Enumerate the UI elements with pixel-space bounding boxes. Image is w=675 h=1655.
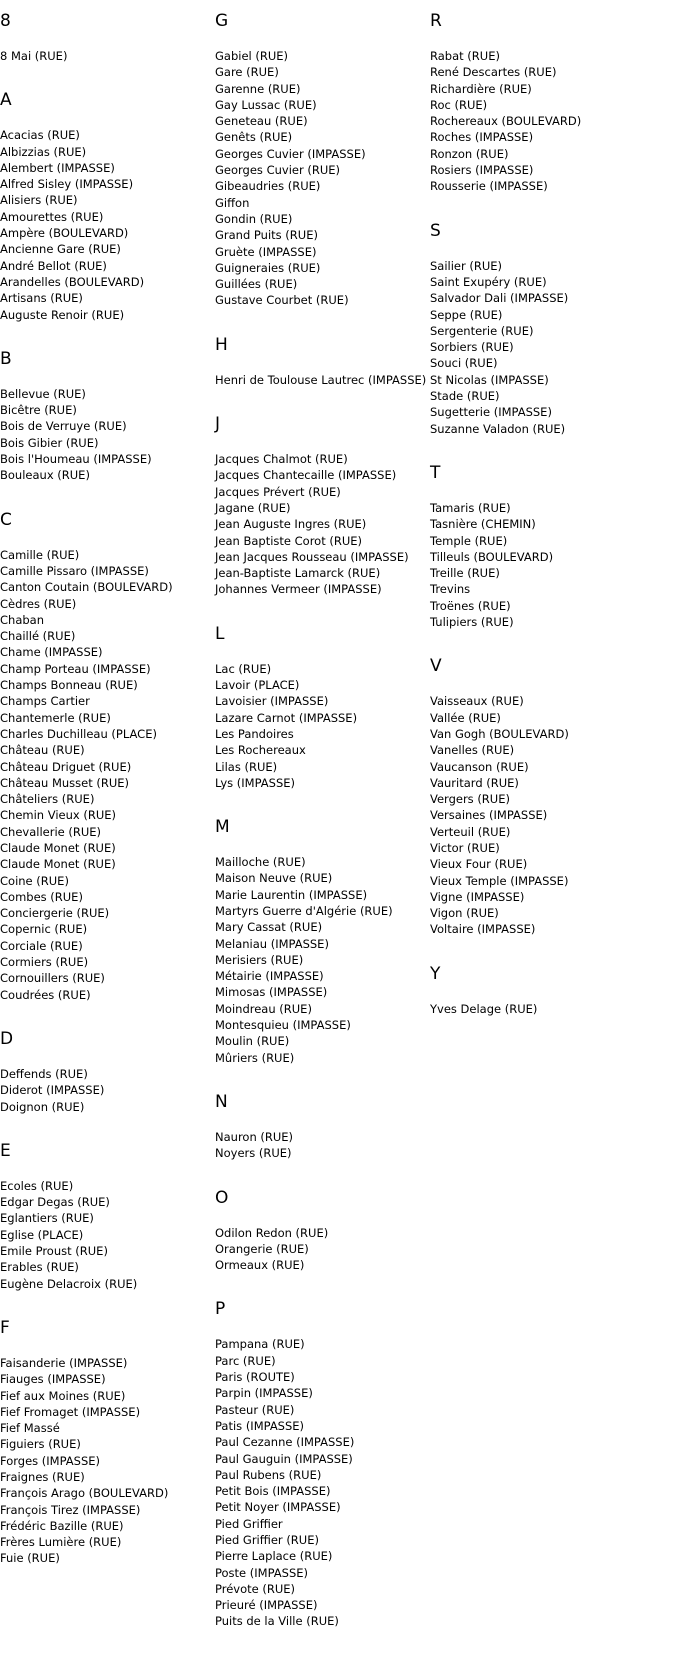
street-item: Eglantiers (RUE) <box>0 1211 94 1226</box>
street-item: Rabat (RUE) <box>430 49 500 63</box>
street-item: Treille (RUE) <box>430 566 500 581</box>
street-item: Vauritard (RUE) <box>430 775 519 790</box>
street-item: Bellevue (RUE) <box>0 386 86 401</box>
street-item: Johannes Vermeer (IMPASSE) <box>215 582 382 597</box>
street-list <box>430 693 670 937</box>
street-item: Maison Neuve (RUE) <box>215 871 333 886</box>
letter-heading: H <box>215 334 228 355</box>
street-item: Yves Delage (RUE) <box>430 1001 538 1016</box>
street-item: Tulipiers (RUE) <box>430 615 514 630</box>
street-item: 8 Mai (RUE) <box>0 49 68 63</box>
street-item: Bouleaux (RUE) <box>0 468 90 483</box>
street-item: Orangerie (RUE) <box>215 1241 309 1256</box>
street-item: Vallée (RUE) <box>430 710 501 725</box>
street-item: Vergers (RUE) <box>430 792 510 807</box>
letter-heading: D <box>0 1028 14 1049</box>
street-item: Georges Cuvier (IMPASSE) <box>215 146 366 161</box>
street-item: Chaban <box>0 612 45 627</box>
street-item: Champ Porteau (IMPASSE) <box>0 661 151 676</box>
street-item: Champs Cartier <box>0 694 90 709</box>
street-item: Edgar Degas (RUE) <box>0 1195 110 1210</box>
letter-heading: V <box>430 656 442 677</box>
street-item: Forges (IMPASSE) <box>0 1453 101 1468</box>
street-item: Vieux Four (RUE) <box>430 857 528 872</box>
street-item: Château Driguet (RUE) <box>0 759 132 774</box>
letter-section <box>430 963 670 1017</box>
street-item: Garenne (RUE) <box>215 81 301 96</box>
street-item: Château (RUE) <box>0 743 85 758</box>
street-list <box>215 451 427 598</box>
street-item: Les Pandoires <box>215 726 294 741</box>
street-item: Salvador Dali (IMPASSE) <box>430 291 569 306</box>
street-list <box>430 258 670 437</box>
street-item: Rochereaux (BOULEVARD) <box>430 114 582 129</box>
letter-section <box>215 413 427 598</box>
street-item: Vaucanson (RUE) <box>430 759 529 774</box>
street-item: Merisiers (RUE) <box>215 952 304 967</box>
street-item: Eglise (PLACE) <box>0 1227 84 1242</box>
street-item: Paul Cezanne (IMPASSE) <box>215 1435 355 1450</box>
street-item: Faisanderie (IMPASSE) <box>0 1355 128 1370</box>
letter-section <box>430 10 670 195</box>
street-item: Mimosas (IMPASSE) <box>215 985 328 1000</box>
street-item: Frères Lumière (RUE) <box>0 1535 122 1550</box>
street-item: Chemin Vieux (RUE) <box>0 808 117 823</box>
street-item: Bois l'Houmeau (IMPASSE) <box>0 452 152 467</box>
street-item: Troënes (RUE) <box>430 598 511 613</box>
street-item: Vigon (RUE) <box>430 906 499 921</box>
street-item: Parpin (IMPASSE) <box>215 1386 313 1401</box>
street-item: Seppe (RUE) <box>430 307 503 322</box>
letter-heading: M <box>215 817 230 838</box>
letter-heading: B <box>0 348 12 369</box>
street-item: Prévote (RUE) <box>215 1581 296 1596</box>
letter-section <box>215 816 427 1066</box>
street-item: Temple (RUE) <box>430 533 508 548</box>
street-item: Chame (IMPASSE) <box>0 645 103 660</box>
letter-section <box>215 10 427 309</box>
letter-heading: G <box>215 11 229 31</box>
street-item: Lac (RUE) <box>215 661 272 676</box>
street-item: Alfred Sisley (IMPASSE) <box>0 177 134 192</box>
street-item: Combes (RUE) <box>0 889 83 904</box>
street-item: Jean-Baptiste Lamarck (RUE) <box>215 566 381 581</box>
street-item: Georges Cuvier (RUE) <box>215 163 340 178</box>
letter-heading: F <box>0 1317 10 1338</box>
street-item: Bois Gibier (RUE) <box>0 435 99 450</box>
street-item: Cornouillers (RUE) <box>0 971 105 986</box>
street-item: Van Gogh (BOULEVARD) <box>430 726 569 741</box>
street-item: Stade (RUE) <box>430 389 500 404</box>
street-item: Cormiers (RUE) <box>0 955 89 970</box>
street-item: Conciergerie (RUE) <box>0 906 110 921</box>
letter-section <box>215 623 427 791</box>
street-item: Geneteau (RUE) <box>215 114 308 129</box>
street-item: Noyers (RUE) <box>215 1146 292 1161</box>
street-item: Fraignes (RUE) <box>0 1470 85 1484</box>
letter-section <box>430 462 670 630</box>
street-item: Paris (ROUTE) <box>215 1370 295 1385</box>
street-item: Canton Coutain (BOULEVARD) <box>0 580 173 595</box>
street-item: Odilon Redon (RUE) <box>215 1225 329 1240</box>
street-item: Ronzon (RUE) <box>430 146 509 161</box>
street-item: François Arago (BOULEVARD) <box>0 1486 169 1501</box>
street-item: Charles Duchilleau (PLACE) <box>0 726 157 741</box>
street-item: Tamaris (RUE) <box>430 500 511 515</box>
street-item: St Nicolas (IMPASSE) <box>430 372 549 387</box>
street-item: André Bellot (RUE) <box>0 258 107 273</box>
column-1 <box>0 0 212 1592</box>
street-item: Fief aux Moines (RUE) <box>0 1388 126 1403</box>
street-item: Petit Bois (IMPASSE) <box>215 1484 331 1499</box>
street-item: Moindreau (RUE) <box>215 1001 312 1016</box>
street-list <box>215 1129 427 1162</box>
street-item: Sugetterie (IMPASSE) <box>430 405 552 420</box>
letter-section <box>0 509 212 1003</box>
street-item: Verteuil (RUE) <box>430 824 511 839</box>
letter-heading: 8 <box>0 11 11 31</box>
letter-section <box>0 89 212 323</box>
street-item: Lavoir (PLACE) <box>215 678 300 693</box>
street-item: Poste (IMPASSE) <box>215 1565 309 1580</box>
street-item: Saint Exupéry (RUE) <box>430 274 547 289</box>
street-item: Fuie (RUE) <box>0 1551 60 1566</box>
street-list <box>430 1001 670 1017</box>
street-item: Albizzias (RUE) <box>0 144 87 159</box>
street-item: Lazare Carnot (IMPASSE) <box>215 710 358 725</box>
street-item: Parc (RUE) <box>215 1353 276 1368</box>
street-item: Jean Auguste Ingres (RUE) <box>215 517 367 532</box>
street-item: Métairie (IMPASSE) <box>215 969 324 984</box>
street-item: Pied Griffier <box>215 1516 283 1531</box>
street-item: Puits de la Ville (RUE) <box>215 1614 339 1629</box>
letter-heading: L <box>215 623 225 644</box>
street-item: Guigneraies (RUE) <box>215 260 321 275</box>
letter-section <box>0 1140 212 1292</box>
street-item: Copernic (RUE) <box>0 922 88 937</box>
street-item: Paul Gauguin (IMPASSE) <box>215 1451 353 1466</box>
letter-section <box>0 348 212 484</box>
street-item: Château Musset (RUE) <box>0 775 130 790</box>
street-list <box>215 372 427 388</box>
letter-section <box>0 10 212 64</box>
street-item: Pasteur (RUE) <box>215 1402 295 1417</box>
letter-heading: J <box>215 414 221 435</box>
street-item: Gare (RUE) <box>215 65 279 80</box>
street-item: René Descartes (RUE) <box>430 65 557 80</box>
street-list <box>0 127 212 323</box>
street-item: Jacques Chalmot (RUE) <box>215 452 348 467</box>
street-list <box>0 547 212 1003</box>
street-item: Lilas (RUE) <box>215 759 278 774</box>
street-item: Trevins <box>430 582 471 597</box>
street-list <box>215 48 427 309</box>
street-item: Chaillé (RUE) <box>0 629 76 644</box>
street-item: Auguste Renoir (RUE) <box>0 307 125 322</box>
street-item: Patis (IMPASSE) <box>215 1418 305 1433</box>
street-item: Fief Fromaget (IMPASSE) <box>0 1404 141 1419</box>
street-item: Jean Jacques Rousseau (IMPASSE) <box>215 549 409 564</box>
street-item: François Tirez (IMPASSE) <box>0 1502 141 1517</box>
street-item: Gibeaudries (RUE) <box>215 179 321 194</box>
letter-heading: A <box>0 90 12 111</box>
street-item: Pierre Laplace (RUE) <box>215 1549 333 1564</box>
street-list <box>215 661 427 791</box>
street-list <box>215 854 427 1066</box>
street-item: Prieuré (IMPASSE) <box>215 1598 318 1613</box>
letter-section <box>215 1091 427 1162</box>
street-list <box>0 386 212 484</box>
street-item: Victor (RUE) <box>430 840 500 855</box>
street-item: Lavoisier (IMPASSE) <box>215 694 329 709</box>
street-item: Pampana (RUE) <box>215 1337 305 1352</box>
street-item: Bicêtre (RUE) <box>0 403 77 418</box>
letter-heading: S <box>430 220 441 241</box>
street-item: Bois de Verruye (RUE) <box>0 419 127 434</box>
street-item: Roc (RUE) <box>430 97 488 112</box>
street-item: Genêts (RUE) <box>215 130 293 145</box>
street-item: Arandelles (BOULEVARD) <box>0 274 145 289</box>
letter-heading: E <box>0 1140 11 1161</box>
street-item: Vieux Temple (IMPASSE) <box>430 873 569 888</box>
street-item: Jacques Chantecaille (IMPASSE) <box>215 468 397 483</box>
street-item: Fiauges (IMPASSE) <box>0 1372 106 1387</box>
street-item: Melaniau (IMPASSE) <box>215 936 329 951</box>
street-item: Chevallerie (RUE) <box>0 824 102 839</box>
street-item: Rosiers (IMPASSE) <box>430 163 534 178</box>
street-item: Jagane (RUE) <box>215 500 291 515</box>
street-item: Claude Monet (RUE) <box>0 857 116 872</box>
letter-section <box>0 1028 212 1115</box>
street-item: Petit Noyer (IMPASSE) <box>215 1500 341 1515</box>
street-item: Camille Pissaro (IMPASSE) <box>0 563 149 578</box>
letter-section <box>430 655 670 937</box>
street-item: Marie Laurentin (IMPASSE) <box>215 887 368 902</box>
street-item: Vigne (IMPASSE) <box>430 889 525 904</box>
street-item: Gondin (RUE) <box>215 211 293 226</box>
letter-heading: Y <box>430 963 441 984</box>
street-item: Grand Puits (RUE) <box>215 228 318 243</box>
street-item: Doignon (RUE) <box>0 1099 85 1114</box>
street-item: Ampère (BOULEVARD) <box>0 226 129 241</box>
street-item: Figuiers (RUE) <box>0 1437 81 1452</box>
street-item: Alisiers (RUE) <box>0 193 78 208</box>
street-item: Coine (RUE) <box>0 873 69 888</box>
street-item: Montesquieu (IMPASSE) <box>215 1018 351 1033</box>
street-list <box>215 1336 427 1629</box>
street-item: Guillées (RUE) <box>215 277 298 292</box>
street-item: Gay Lussac (RUE) <box>215 97 317 112</box>
street-item: Gustave Courbet (RUE) <box>215 293 349 308</box>
letter-section <box>215 1187 427 1274</box>
street-item: Suzanne Valadon (RUE) <box>430 421 566 436</box>
street-item: Frédéric Bazille (RUE) <box>0 1518 124 1533</box>
street-item: Mûriers (RUE) <box>215 1050 295 1065</box>
street-item: Eugène Delacroix (RUE) <box>0 1276 138 1291</box>
street-item: Jean Baptiste Corot (RUE) <box>215 533 363 548</box>
street-list <box>0 1066 212 1115</box>
street-item: Acacias (RUE) <box>0 128 80 143</box>
letter-heading: R <box>430 11 442 31</box>
street-item: Rousserie (IMPASSE) <box>430 179 548 194</box>
street-item: Chantemerle (RUE) <box>0 710 111 725</box>
letter-section <box>215 1298 427 1629</box>
street-item: Erables (RUE) <box>0 1260 79 1275</box>
street-item: Roches (IMPASSE) <box>430 130 534 145</box>
street-item: Les Rochereaux <box>215 743 306 758</box>
street-item: Richardière (RUE) <box>430 81 532 96</box>
street-item: Camille (RUE) <box>0 547 80 562</box>
street-list <box>0 48 212 64</box>
column-3 <box>430 0 670 1042</box>
street-item: Lys (IMPASSE) <box>215 775 296 790</box>
street-list <box>0 1178 212 1292</box>
street-list <box>430 500 670 630</box>
street-item: Deffends (RUE) <box>0 1066 88 1081</box>
street-item: Corciale (RUE) <box>0 938 83 953</box>
street-item: Sergenterie (RUE) <box>430 323 534 338</box>
street-list <box>215 1225 427 1274</box>
letter-section <box>430 220 670 437</box>
street-list <box>430 48 670 195</box>
letter-heading: O <box>215 1187 229 1208</box>
street-item: Mary Cassat (RUE) <box>215 920 323 935</box>
street-item: Gabiel (RUE) <box>215 49 289 63</box>
street-item: Nauron (RUE) <box>215 1129 294 1144</box>
street-item: Jacques Prévert (RUE) <box>215 484 341 499</box>
street-item: Sailier (RUE) <box>430 258 503 273</box>
street-item: Amourettes (RUE) <box>0 209 104 224</box>
street-item: Emile Proust (RUE) <box>0 1244 108 1259</box>
street-item: Henri de Toulouse Lautrec (IMPASSE) <box>215 372 427 387</box>
street-item: Martyrs Guerre d'Algérie (RUE) <box>215 903 393 918</box>
letter-heading: P <box>215 1299 226 1320</box>
street-item: Voltaire (IMPASSE) <box>430 922 536 937</box>
street-item: Cèdres (RUE) <box>0 596 77 611</box>
street-item: Ormeaux (RUE) <box>215 1258 305 1273</box>
street-item: Artisans (RUE) <box>0 291 83 306</box>
letter-heading: T <box>430 462 441 483</box>
street-item: Alembert (IMPASSE) <box>0 160 115 175</box>
street-item: Moulin (RUE) <box>215 1034 290 1049</box>
street-item: Vaisseaux (RUE) <box>430 694 524 709</box>
street-item: Vanelles (RUE) <box>430 743 515 758</box>
letter-heading: C <box>0 509 12 530</box>
letter-section <box>215 334 427 388</box>
street-item: Châteliers (RUE) <box>0 792 95 807</box>
street-item: Gruète (IMPASSE) <box>215 244 317 259</box>
letter-section <box>0 1317 212 1567</box>
street-item: Souci (RUE) <box>430 356 498 371</box>
letter-heading: N <box>215 1091 228 1112</box>
street-item: Champs Bonneau (RUE) <box>0 678 138 693</box>
street-item: Ecoles (RUE) <box>0 1178 74 1193</box>
street-item: Fief Massé <box>0 1421 60 1436</box>
street-item: Giffon <box>215 195 250 210</box>
street-item: Versaines (IMPASSE) <box>430 808 548 823</box>
street-item: Pied Griffier (RUE) <box>215 1533 319 1547</box>
street-item: Coudrées (RUE) <box>0 987 91 1002</box>
street-item: Diderot (IMPASSE) <box>0 1083 105 1098</box>
column-2 <box>215 0 427 1655</box>
street-list <box>0 1355 212 1567</box>
street-item: Tasnière (CHEMIN) <box>430 517 536 532</box>
street-item: Claude Monet (RUE) <box>0 840 116 855</box>
street-item: Mailloche (RUE) <box>215 855 306 870</box>
street-item: Ancienne Gare (RUE) <box>0 242 121 257</box>
street-item: Paul Rubens (RUE) <box>215 1467 322 1482</box>
street-item: Tilleuls (BOULEVARD) <box>430 549 554 564</box>
street-item: Sorbiers (RUE) <box>430 340 514 355</box>
